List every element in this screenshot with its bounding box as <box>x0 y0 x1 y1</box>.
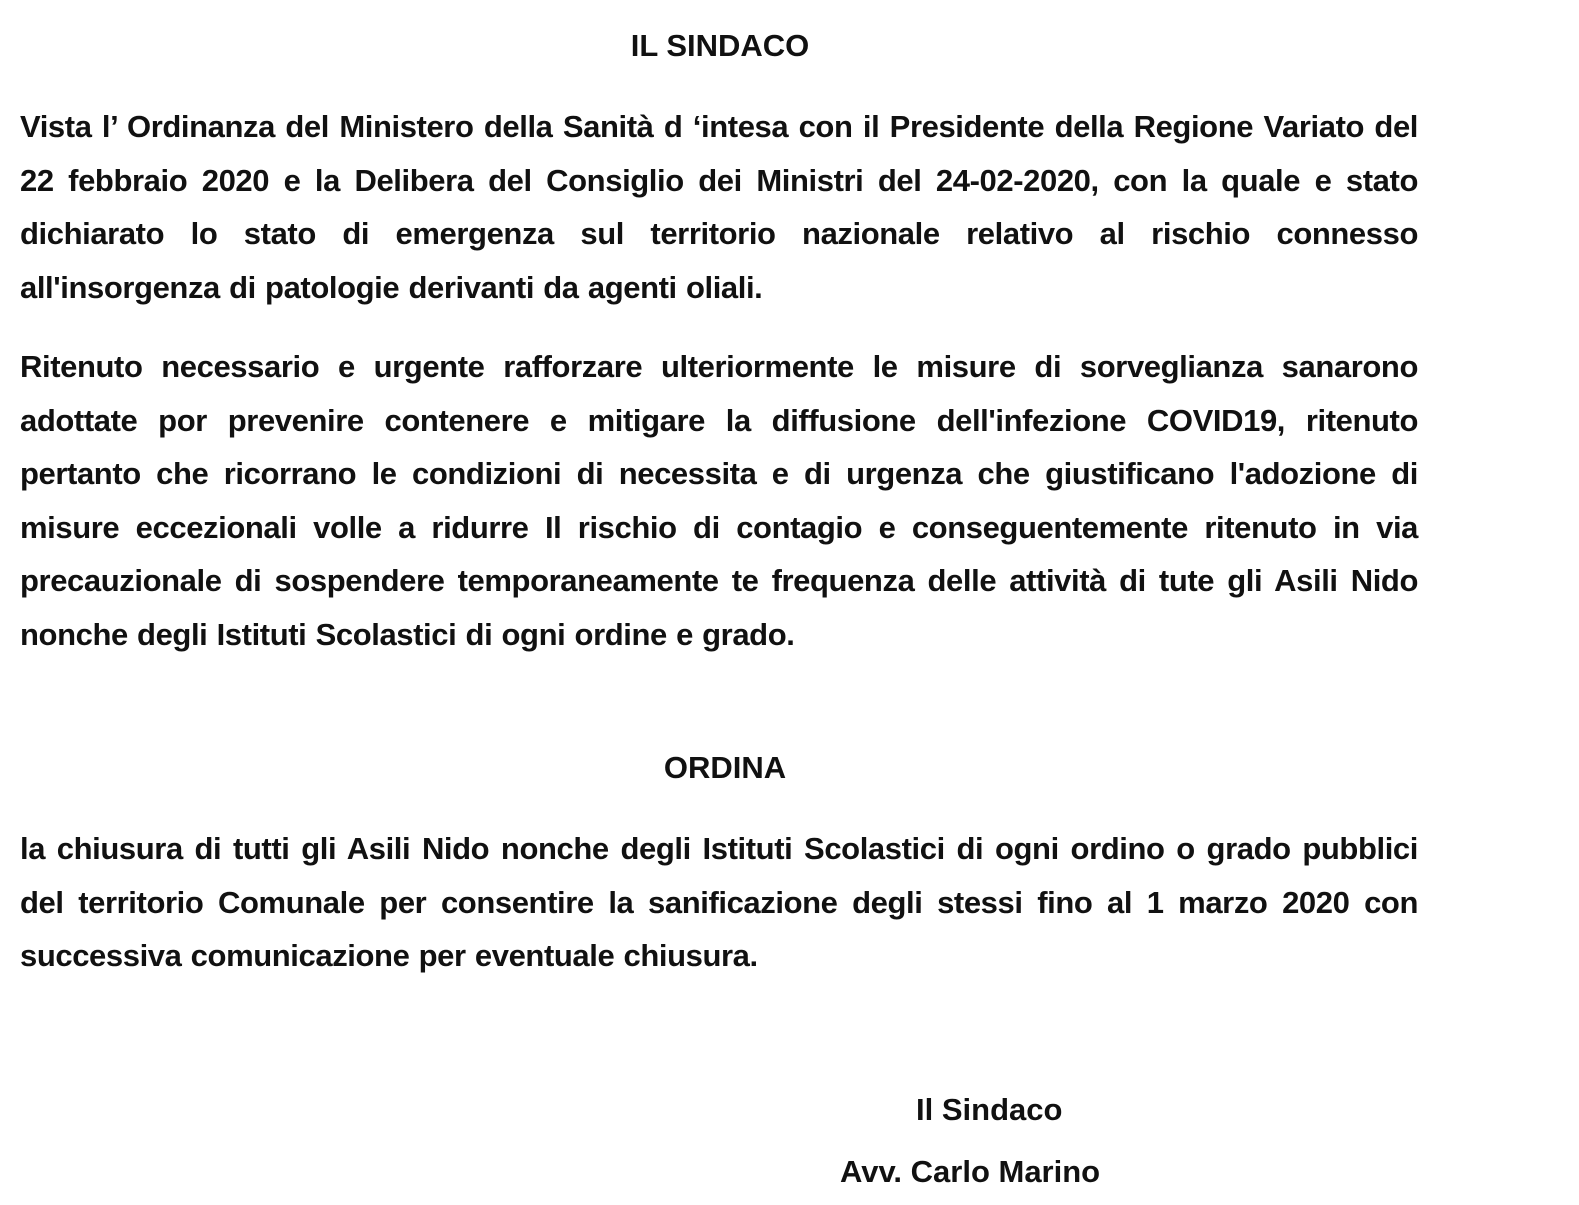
document-title: IL SINDACO <box>630 28 810 63</box>
premise-paragraph-1: Vista l’ Ordinanza del Ministero della Sanità d ‘intesa con il Presidente della Regione Variato del 22 febbraio 2020 e la Delibera del Consiglio dei Ministri del 24-02-2020, con la quale e stato dichiarato lo stato di emergenza sul territorio nazionale relativo al rischio connesso all'insorgenza di patologie derivanti da agenti oliali. <box>20 109 1418 305</box>
order-paragraph: la chiusura di tutti gli Asili Nido nonche degli Istituti Scolastici di ogni ordino o grado pubblici del territorio Comunale per consentire la sanificazione degli stessi fino al 1 marzo 2020 con successiva comunicazione per eventuale chiusura. <box>20 831 1418 973</box>
signature-role: Il Sindaco <box>916 1092 1063 1127</box>
order-heading: ORDINA <box>663 750 787 785</box>
signature-name: Avv. Carlo Marino <box>840 1154 1101 1189</box>
premise-paragraph-2: Ritenuto necessario e urgente rafforzare ulteriormente le misure di sorveglianza sanarono adottate por prevenire contenere e mitigare la diffusione dell'infezione COVID19, ritenuto pertanto che ricorrano le condizioni di necessita e di urgenza che giustificano l'adozione di misure eccezionali volle a ridurre Il rischio di contagio e conseguentemente ritenuto in via precauzionale di sospendere temporaneamente te frequenza delle attività di tute gli Asili Nido nonche degli Istituti Scolastici di ogni ordine e grado. <box>20 349 1418 652</box>
